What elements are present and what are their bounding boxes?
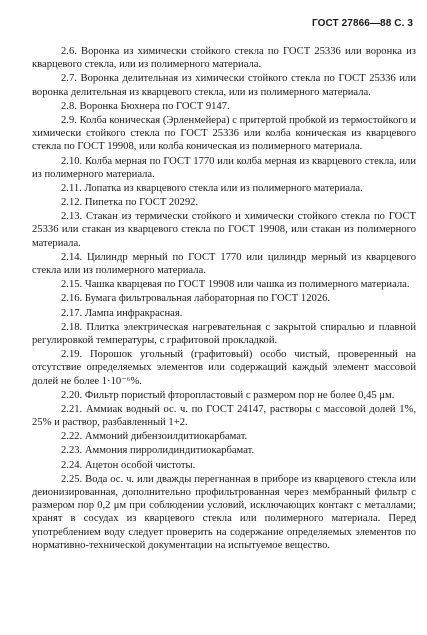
paragraph-2-10: 2.10. Колба мерная по ГОСТ 1770 или колба мерная из кварцевого стекла, или из полимерного материала. bbox=[32, 155, 416, 180]
paragraph-2-15: 2.15. Чашка кварцевая по ГОСТ 19908 или чашка из полимерного материала. bbox=[61, 279, 410, 291]
document-body bbox=[32, 45, 416, 553]
paragraph-2-19: 2.19. Порошок угольный (графитовый) особо чистый, проверенный на отсутствие определяемых элементов или содержащий каждый элемент массовой долей не более 1·10⁻⁶%. bbox=[32, 349, 416, 387]
paragraph-2-22: 2.22. Аммоний дибензоилдитиокарбамат. bbox=[61, 431, 248, 443]
paragraph-2-21: 2.21. Аммиак водный ос. ч. по ГОСТ 24147, растворы с массовой долей 1%, 25% и раствор, разбавленный 1+2. bbox=[32, 403, 416, 429]
paragraph-2-18: 2.18. Плитка электрическая нагревательная с закрытой спиралью и плавной регулировкой температуры, с графитовой прокладкой. bbox=[32, 321, 416, 346]
paragraph-2-16: 2.16. Бумага фильтровальная лабораторная по ГОСТ 12026. bbox=[61, 293, 331, 305]
paragraph-2-20: 2.20. Фильтр пористый фторопластовый с размером пор не более 0,45 μм. bbox=[61, 389, 395, 401]
paragraph-2-12: 2.12. Пипетка по ГОСТ 20292. bbox=[61, 197, 199, 209]
paragraph-2-9: 2.9. Колба коническая (Эрленмейера) с притертой пробкой из термостойкого и химически стойкого стекла по ГОСТ 25336 или колба коническая из кварцевого стекла по ГОСТ 19908, или колба коническая из полимерного материала. bbox=[32, 114, 416, 153]
paragraph-2-23: 2.23. Аммония пирролидиндитиокарбамат. bbox=[61, 445, 255, 457]
page-header: ГОСТ 27866—88 С. 3 bbox=[311, 18, 413, 29]
paragraph-2-6: 2.6. Воронка из химически стойкого стекла по ГОСТ 25336 или воронка из кварцевого стекла, или из полимерного материала. bbox=[32, 46, 416, 71]
paragraph-2-7: 2.7. Воронка делительная из химически стойкого стекла по ГОСТ 25336 или воронка делительная из кварцевого стекла, или из полимерного материала. bbox=[32, 73, 416, 98]
paragraph-2-11: 2.11. Лопатка из кварцевого стекла или из полимерного материала. bbox=[61, 182, 363, 194]
paragraph-2-13: 2.13. Стакан из термически стойкого и химически стойкого стекла по ГОСТ 25336 или стакан из кварцевого стекла по ГОСТ 19908, или стакан из полимерного материала. bbox=[32, 211, 416, 249]
paragraph-2-14: 2.14. Цилиндр мерный по ГОСТ 1770 или цилиндр мерный из кварцевого стекла или из полимерного материала. bbox=[32, 251, 416, 277]
paragraph-2-17: 2.17. Лампа инфракрасная. bbox=[61, 307, 183, 319]
paragraph-2-25: 2.25. Вода ос. ч. или дважды перегнанная в приборе из кварцевого стекла или деионизированная, дополнительно профильтрованная через мембранный фильтр с размером пор 0,2 μм при соблюдении условий, исключающих контакт с металлами; хранят в сосудах из кварцевого стекла или полимерного материала. Перед употреблением воду следует проверить на содержание определяемых элементов по нормативно-технической документации на испытуемое вещество. bbox=[32, 473, 416, 551]
paragraph-2-8: 2.8. Воронка Бюхнера по ГОСТ 9147. bbox=[61, 100, 230, 112]
paragraph-2-24: 2.24. Ацетон особой чистоты. bbox=[61, 459, 196, 471]
